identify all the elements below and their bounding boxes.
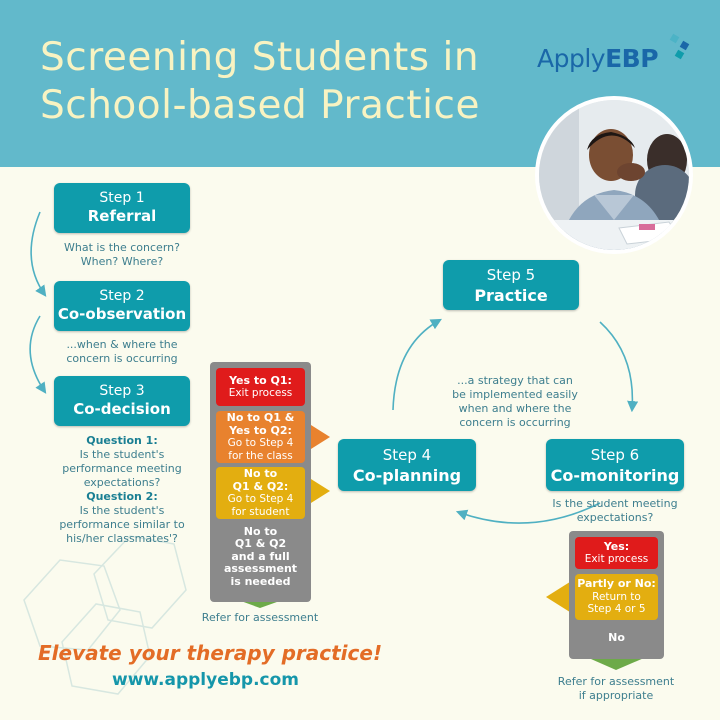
- logo-apply: Apply: [537, 44, 606, 73]
- monitor-no: [575, 625, 658, 651]
- step-2-co-observation[interactable]: [54, 281, 190, 331]
- outcome-label: No to Q1 &: [226, 411, 295, 424]
- outcome-label: Q1 & Q2: [234, 537, 287, 551]
- step-1-note: [52, 241, 192, 269]
- outcome-text: Go to Step 4: [227, 437, 294, 449]
- step-4-number: Step 4: [382, 446, 432, 464]
- step-6-number: Step 6: [590, 446, 640, 464]
- monitor-text: Return to: [592, 590, 641, 603]
- tagline: Elevate your therapy practice!: [38, 641, 383, 665]
- step-2-note-line: concern is occurring: [66, 352, 178, 365]
- monitor-text: Exit process: [584, 553, 649, 565]
- center-note-line: when and where the: [458, 402, 572, 415]
- question-1-line: performance meeting: [62, 462, 182, 475]
- title-line-2: School-based Practice: [40, 83, 480, 128]
- question-1-line: Is the student's: [79, 448, 165, 461]
- step-1-referral[interactable]: [54, 183, 190, 233]
- step-6-note-line: expectations?: [576, 511, 654, 524]
- step-2-note-line: ...when & where the: [66, 338, 178, 351]
- outcome-label: Yes to Q2:: [229, 423, 292, 437]
- outcome-text: for the class: [228, 449, 293, 462]
- step-6-co-monitoring[interactable]: [546, 439, 684, 491]
- outcome-label: Q1 & Q2:: [232, 479, 289, 493]
- logo-ebp: EBP: [605, 44, 659, 73]
- center-note-line: be implemented easily: [452, 388, 578, 401]
- monitor-label: No: [608, 630, 625, 644]
- outcome-text: Exit process: [228, 387, 293, 399]
- monitor-partly-no: [575, 574, 658, 620]
- monitor-text: Step 4 or 5: [587, 603, 646, 616]
- step-6-name: Co-monitoring: [550, 466, 680, 485]
- step-1-note-line: What is the concern?: [64, 241, 180, 254]
- outcome-label: No to: [243, 524, 278, 538]
- step-5-practice[interactable]: [443, 260, 579, 310]
- website-link[interactable]: www.applyebp.com: [112, 670, 299, 690]
- step-1-number: Step 1: [99, 190, 145, 206]
- step-2-note: [52, 338, 192, 366]
- center-note-line: concern is occurring: [459, 416, 571, 429]
- center-note-line: ...a strategy that can: [457, 374, 573, 387]
- question-1-title: Question 1:: [86, 434, 158, 447]
- outcome-no-q1-q2: [216, 467, 305, 519]
- outcome-full-assessment: [216, 524, 305, 590]
- question-2-line: his/her classmates'?: [66, 532, 178, 545]
- arrow-step5-to-step6: [600, 322, 632, 410]
- outcome-label: is needed: [230, 574, 291, 588]
- question-2-line: performance similar to: [59, 518, 185, 531]
- cycle-center-note: [440, 374, 590, 430]
- step-6-note-line: Is the student meeting: [552, 497, 678, 510]
- outcome-text: for student: [231, 505, 290, 518]
- question-2-line: Is the student's: [79, 504, 165, 517]
- outcome-label: Yes to Q1:: [229, 373, 292, 387]
- outcome-label: assessment: [223, 562, 298, 576]
- arrow-step4-to-step5: [393, 320, 440, 410]
- step-5-name: Practice: [474, 286, 548, 305]
- step-2-name: Co-observation: [57, 305, 187, 323]
- outcome-text: Go to Step 4: [227, 493, 294, 505]
- question-2-title: Question 2:: [86, 490, 158, 503]
- refer-assessment-caption: Refer for assessment: [201, 611, 319, 624]
- step-3-co-decision[interactable]: [54, 376, 190, 426]
- monitor-caption-line: Refer for assessment: [557, 675, 675, 688]
- step-4-co-planning[interactable]: [338, 439, 476, 491]
- step-3-number: Step 3: [99, 383, 145, 399]
- step-1-name: Referral: [87, 207, 157, 225]
- arrow-step2-to-step3: [30, 316, 45, 392]
- outcome-yes-q1: [216, 368, 305, 406]
- step-3-questions: [52, 434, 192, 546]
- outcome-label: and a full: [231, 549, 290, 563]
- outcome-label: No to: [243, 467, 278, 480]
- monitor-yes-exit: [575, 537, 658, 569]
- monitor-caption: [541, 675, 691, 703]
- monitor-caption-line: if appropriate: [578, 689, 654, 702]
- step-6-note: [540, 497, 690, 525]
- step-3-name: Co-decision: [73, 400, 171, 418]
- monitor-label: Yes:: [603, 539, 630, 553]
- step-1-note-line: When? Where?: [80, 255, 164, 268]
- arrow-step1-to-step2: [31, 212, 45, 295]
- title-line-1: Screening Students in: [40, 35, 480, 80]
- step-2-number: Step 2: [99, 288, 145, 304]
- question-1-line: expectations?: [83, 476, 161, 489]
- step-4-name: Co-planning: [352, 466, 462, 485]
- monitor-label: Partly or No:: [577, 577, 656, 591]
- step-5-number: Step 5: [486, 266, 536, 284]
- outcome-no-q1-yes-q2: [216, 411, 305, 463]
